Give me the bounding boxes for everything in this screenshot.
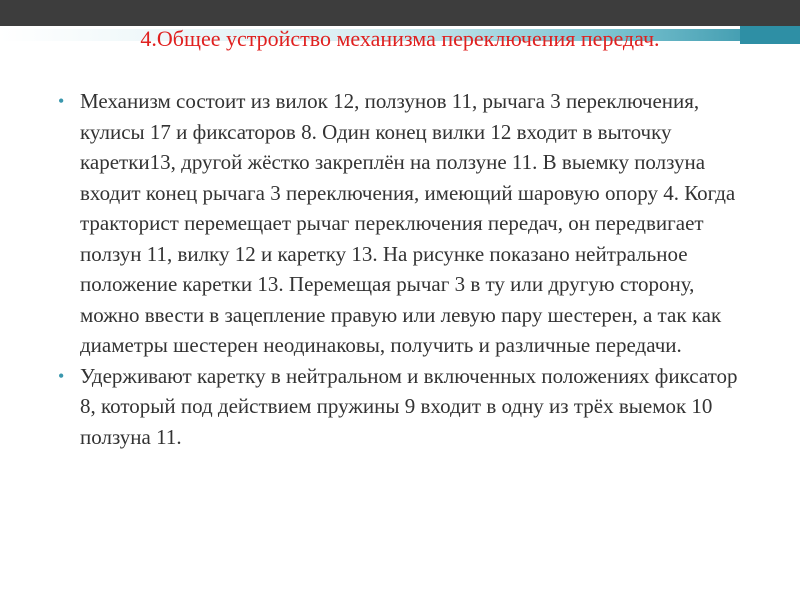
bullet-icon: •: [58, 91, 65, 111]
bullet-item: [52, 86, 752, 361]
slide-body: [52, 86, 752, 452]
bullet-item: [52, 361, 752, 453]
slide-title: 4.Общее устройство механизма переключения передач.: [140, 26, 660, 51]
bullet-text: Механизм состоит из вилок 12, ползунов 11, рычага 3 переключения, кулисы 17 и фиксаторов 8. Один конец вилки 12 входит в выточку каретки13, другой жёстко закреплён на ползуне 11. В выемку ползуна входит конец рычага 3 переключения, имеющий шаровую опору 4. Когда тракторист перемещает рычаг переключения передач, он передвигает ползун 11, вилку 12 и каретку 13. На рисунке показано нейтральное положение каретки 13. Перемещая рычаг 3 в ту или другую сторону, можно ввести в зацепление правую или левую пару шестерен, а так как диаметры шестерен неодинаковы, получить и различные передачи.: [80, 89, 736, 357]
slide-header-bar: [0, 0, 800, 26]
bullet-icon: •: [58, 365, 65, 386]
bullet-text: Удерживают каретку в нейтральном и включенных положениях фиксатор 8, который под действием пружины 9 входит в одну из трёх выемок 10 ползуна 11.: [80, 363, 738, 449]
